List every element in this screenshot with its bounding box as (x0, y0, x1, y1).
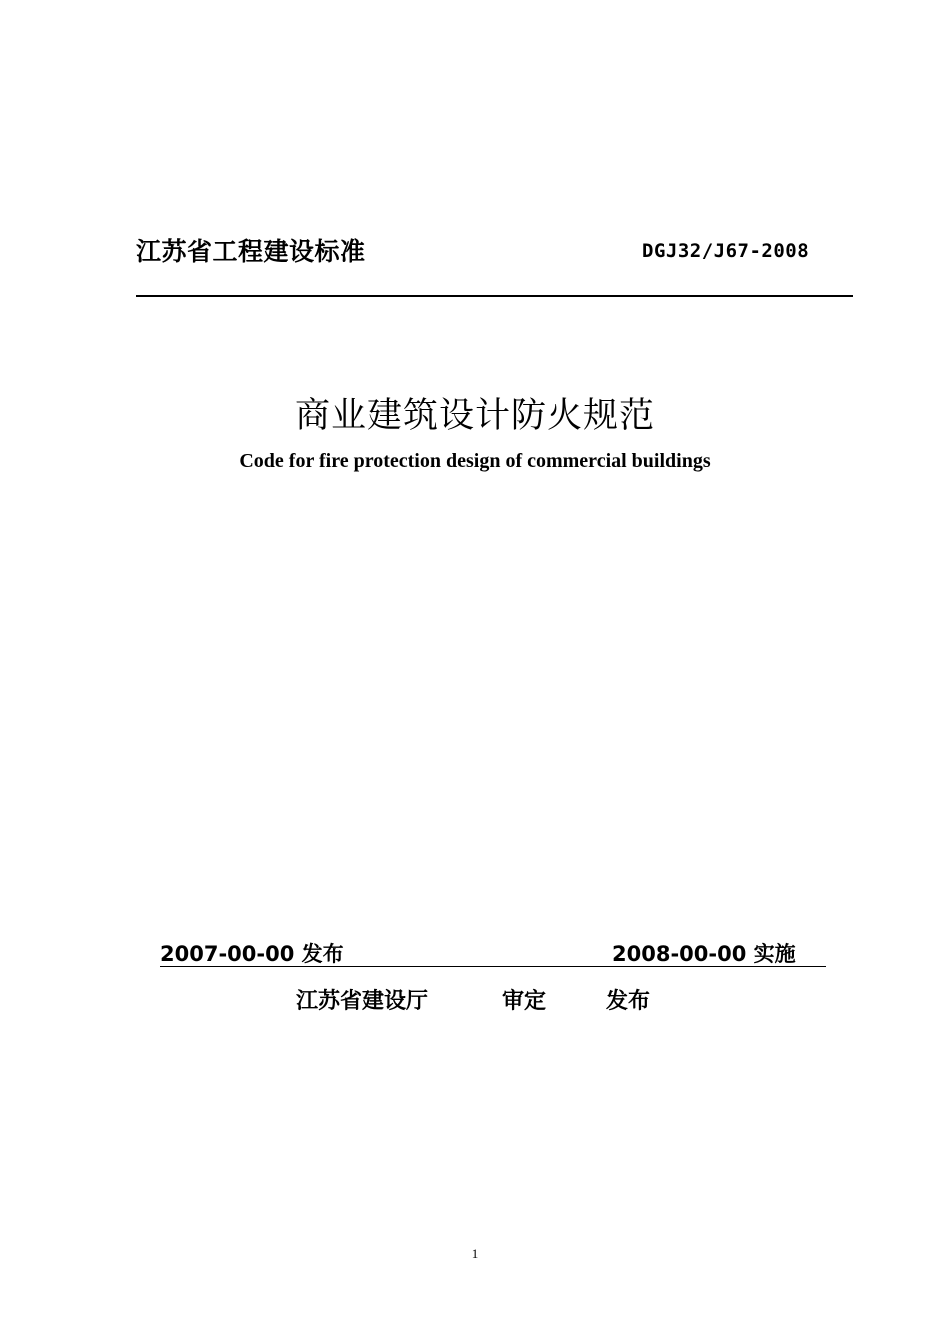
header-divider (136, 295, 853, 297)
issuer-review-label: 审定 (502, 989, 547, 1014)
document-title-chinese: 商业建筑设计防火规范 (294, 396, 655, 436)
standard-code: DGJ32/J67-2008 (642, 240, 810, 262)
page-number: 1 (471, 1246, 479, 1261)
document-title-english: Code for fire protection design of commercial buildings (239, 450, 711, 472)
issuer-publish-label: 发布 (606, 989, 651, 1014)
effective-date: 2008-00-00 实施 (612, 942, 796, 966)
dates-row (160, 938, 826, 967)
standard-name: 江苏省工程建设标准 (136, 237, 366, 266)
issue-date: 2007-00-00 发布 (160, 942, 344, 966)
issuer-name: 江苏省建设厅 (296, 989, 429, 1014)
